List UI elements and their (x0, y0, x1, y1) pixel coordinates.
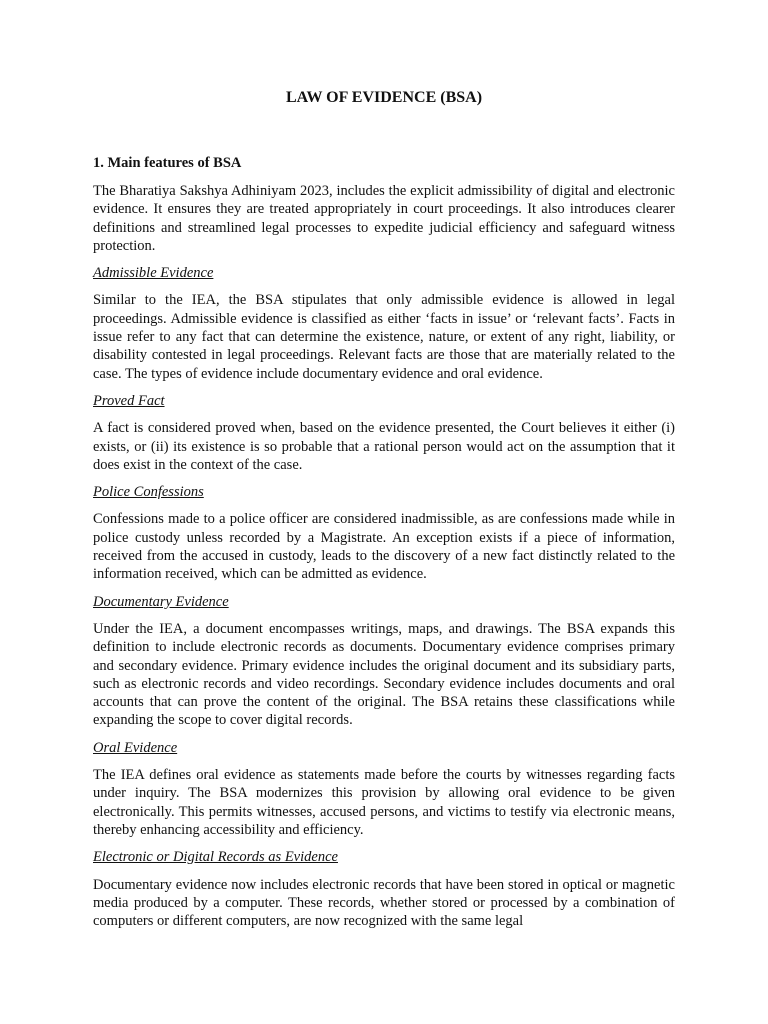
paragraph-electronic-records: Documentary evidence now includes electronic records that have been stored in optical or magnetic media produced by a computer. These records, whether stored or processed by a combination of computers or different computers, are now recognized with the same legal (93, 876, 675, 930)
subheading-electronic-records: Electronic or Digital Records as Evidence (93, 849, 338, 866)
document-page (93, 88, 675, 939)
subheading-proved-fact: Proved Fact (93, 392, 165, 409)
subheading-documentary-evidence: Documentary Evidence (93, 593, 229, 610)
paragraph-police-confessions: Confessions made to a police officer are considered inadmissible, as are confessions made while in police custody unless recorded by a Magistrate. An exception exists if a piece of information, received from the accused in custody, leads to the discovery of a new fact distinctly related to the information received, which can be admitted as evidence. (93, 511, 675, 583)
subheading-oral-evidence: Oral Evidence (93, 739, 178, 756)
paragraph-oral-evidence: The IEA defines oral evidence as statements made before the courts by witnesses regarding facts under inquiry. The BSA modernizes this provision by allowing oral evidence to be given electronically. This permits witnesses, accused persons, and victims to testify via electronic means, thereby enhancing accessibility and efficiency. (93, 767, 675, 838)
subheading-admissible-evidence: Admissible Evidence (93, 265, 214, 282)
paragraph-admissible-evidence: Similar to the IEA, the BSA stipulates that only admissible evidence is allowed in legal proceedings. Admissible evidence is classified as either ‘facts in issue’ or ‘relevant facts’. Facts in issue refer to any fact that can determine the existence, nature, or extent of any right, liability, or disability contested in legal proceedings. Relevant facts are those that are materially related to the case. The types of evidence include documentary evidence and oral evidence. (93, 292, 675, 382)
section-heading: 1. Main features of BSA (93, 155, 242, 171)
intro-paragraph: The Bharatiya Sakshya Adhiniyam 2023, includes the explicit admissibility of digital and electronic evidence. It ensures they are treated appropriately in court proceedings. It also introduces clearer definitions and streamlined legal processes to expedite judicial efficiency and safeguard witness protection. (93, 183, 675, 254)
subheading-police-confessions: Police Confessions (93, 484, 204, 501)
paragraph-proved-fact: A fact is considered proved when, based on the evidence presented, the Court believes it either (i) exists, or (ii) its existence is so probable that a rational person would act on the assumption that it does exist in the context of the case. (93, 420, 675, 473)
document-title: LAW OF EVIDENCE (BSA) (285, 89, 483, 106)
paragraph-documentary-evidence: Under the IEA, a document encompasses writings, maps, and drawings. The BSA expands this definition to include electronic records as documents. Documentary evidence comprises primary and secondary evidence. Primary evidence includes the original document and its subsidiary parts, such as electronic records and video recordings. Secondary evidence includes documents and oral accounts that can prove the content of the original. The BSA retains these classifications while expanding the scope to cover digital records. (93, 620, 675, 729)
